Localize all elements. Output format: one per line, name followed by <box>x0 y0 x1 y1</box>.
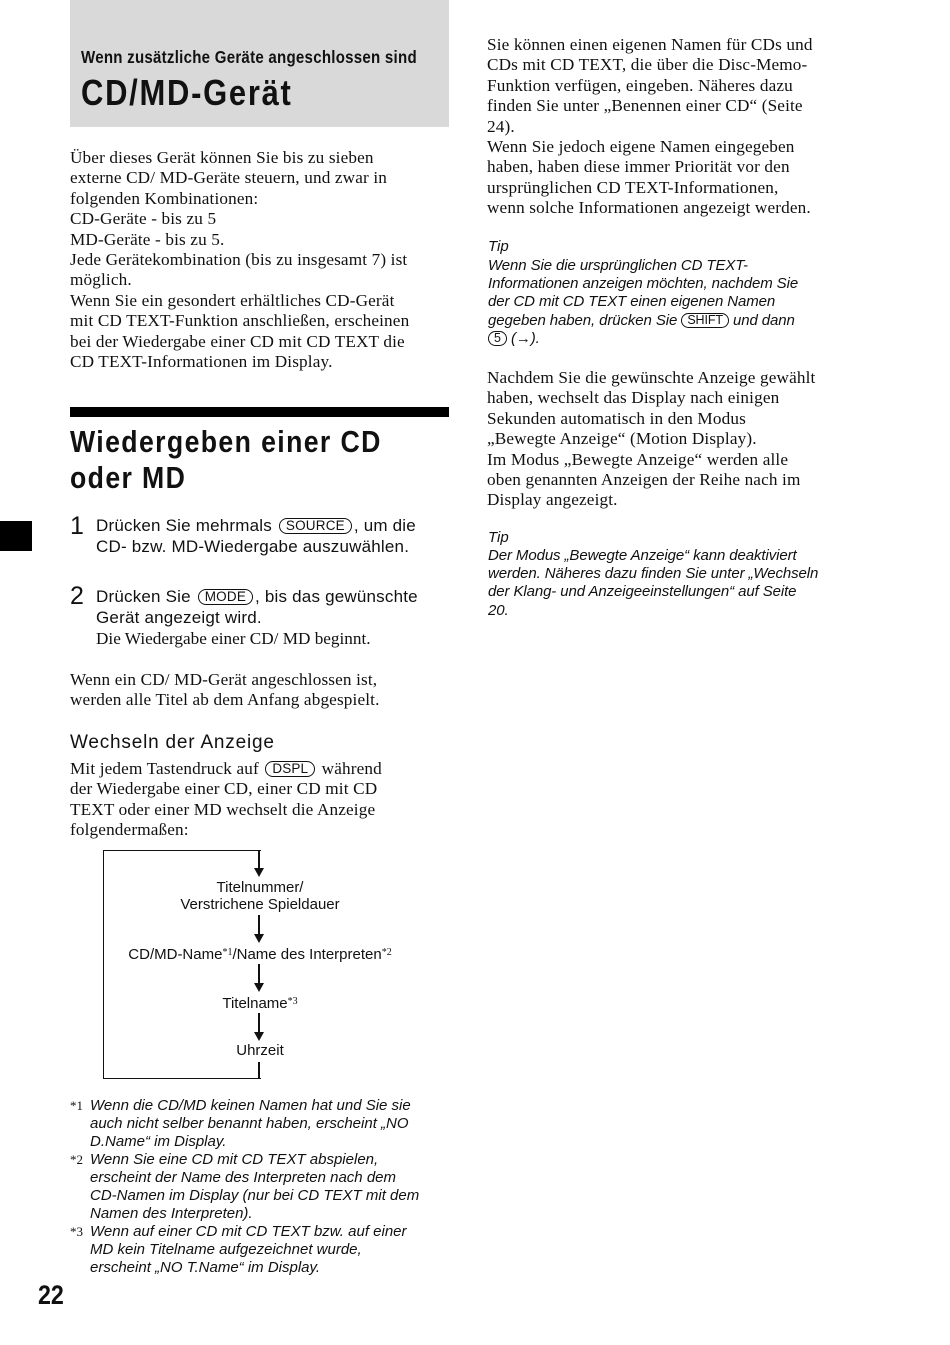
footnote-line: erscheint „NO T.Name“ im Display. <box>90 1259 321 1276</box>
step-note: Die Wiedergabe einer CD/ MD beginnt. <box>96 629 371 648</box>
tip-label: Tip <box>488 238 509 255</box>
footnote-line: Namen des Interpreten). <box>90 1205 253 1222</box>
flow-item-disc-artist <box>110 944 410 963</box>
side-tab-marker <box>0 521 32 551</box>
paragraph-line: ursprünglichen CD TEXT-Informationen, <box>487 177 779 197</box>
intro-line: Wenn Sie ein gesondert erhältliches CD-Gerät <box>70 290 395 310</box>
intro-line: bei der Wiedergabe einer CD mit CD TEXT die <box>70 331 405 351</box>
flow-item-part: /Name des Interpreten <box>232 946 382 963</box>
tip-line: Der Modus „Bewegte Anzeige“ kann deaktiviert <box>488 547 797 564</box>
footnote-line: Wenn Sie eine CD mit CD TEXT abspielen, <box>90 1151 379 1168</box>
footnote-line: CD-Namen im Display (nur bei CD TEXT mit dem <box>90 1187 420 1204</box>
step-text-line: Gerät angezeigt wird. <box>96 607 262 627</box>
step-text-part: , um die <box>353 516 416 535</box>
tip-label: Tip <box>488 529 509 546</box>
paragraph-line: Wenn Sie jedoch eigene Namen eingegeben <box>487 137 795 157</box>
paragraph-line: „Bewegte Anzeige“ (Motion Display). <box>487 429 757 449</box>
intro-line: Über dieses Gerät können Sie bis zu sieben <box>70 148 374 167</box>
tip-line: der Klang- und Anzeigeeinstellungen“ auf Seite <box>488 583 797 601</box>
footnote-mark: *2 <box>70 1152 83 1167</box>
display-line: der Wiedergabe einer CD, einer CD mit CD <box>70 779 378 799</box>
flow-item-track-name <box>160 993 360 1012</box>
section-title-line: Wiedergeben einer CD <box>70 424 382 459</box>
arrow-down-icon <box>254 1013 264 1041</box>
display-paragraph <box>70 759 455 841</box>
display-line: folgendermaßen: <box>70 820 189 840</box>
display-text-part: während <box>321 759 382 778</box>
tip-line: Informationen anzeigen möchten, nachdem Sie <box>488 275 799 293</box>
arrow-down-icon <box>254 850 264 877</box>
mode-key: MODE <box>198 589 253 605</box>
tip-line: Wenn Sie die ursprünglichen CD TEXT- <box>488 257 748 274</box>
footnote-line: Wenn auf einer CD mit CD TEXT bzw. auf einer <box>90 1223 407 1240</box>
intro-line: externe CD/ MD-Geräte steuern, und zwar in <box>70 168 387 188</box>
step-text-part: Drücken Sie <box>96 587 191 606</box>
flow-item-clock: Uhrzeit <box>236 1042 284 1059</box>
intro-line: CD-Geräte - bis zu 5 <box>70 209 217 229</box>
cd-note-paragraph <box>70 670 455 711</box>
dspl-key: DSPL <box>265 761 315 777</box>
footnote-line: MD kein Titelname aufgezeichnet wurde, <box>90 1241 362 1258</box>
paragraph-line: Nachdem Sie die gewünschte Anzeige gewählt <box>487 368 816 387</box>
cd-note-line: Wenn ein CD/ MD-Gerät angeschlossen ist, <box>70 670 378 689</box>
footnote-line: auch nicht selber benannt haben, erscheint „NO <box>90 1115 409 1132</box>
flow-item-part: Titelname <box>222 995 288 1012</box>
page-title: CD/MD-Gerät <box>81 72 293 113</box>
paragraph-line: oben genannten Anzeigen der Reihe nach im <box>487 470 801 490</box>
footnotes <box>70 1097 460 1277</box>
step-number: 1 <box>70 512 84 540</box>
footnote <box>70 1151 460 1223</box>
intro-line: MD-Geräte - bis zu 5. <box>70 229 225 249</box>
paragraph-line: wenn solche Informationen angezeigt werden. <box>487 198 811 218</box>
step-number: 2 <box>70 582 84 610</box>
motion-display-paragraph <box>487 368 882 511</box>
tip-text <box>488 257 868 348</box>
paragraph-line: Sie können einen eigenen Namen für CDs und <box>487 35 813 54</box>
intro-line: Jede Gerätekombination (bis zu insgesamt 7) ist <box>70 250 408 270</box>
footnote-line: Wenn die CD/MD keinen Namen hat und Sie sie <box>90 1097 411 1114</box>
footnote-mark: *1 <box>70 1098 83 1113</box>
source-key: SOURCE <box>279 518 352 534</box>
step-text-part: Drücken Sie mehrmals <box>96 516 272 535</box>
tip-text-part: und dann <box>733 311 795 329</box>
paragraph-line: Display angezeigt. <box>487 490 618 510</box>
paragraph-line: finden Sie unter „Benennen einer CD“ (Seite <box>487 96 803 116</box>
page-number: 22 <box>38 1280 64 1310</box>
section-title-line: oder MD <box>70 459 187 495</box>
footnote-mark: *3 <box>70 1224 83 1239</box>
step-text <box>96 516 466 557</box>
subheading: Wechseln der Anzeige <box>70 732 275 753</box>
intro-paragraph <box>70 148 455 372</box>
footnote-ref: *3 <box>287 996 298 1007</box>
intro-line: möglich. <box>70 270 132 290</box>
intro-line: mit CD TEXT-Funktion anschließen, erscheinen <box>70 311 410 331</box>
footnote-line: D.Name“ im Display. <box>90 1133 227 1150</box>
footnote <box>70 1223 460 1277</box>
cd-note-line: werden alle Titel ab dem Anfang abgespielt. <box>70 690 380 710</box>
flow-item-line: Titelnummer/ <box>216 879 304 896</box>
arrow-down-icon <box>254 964 264 992</box>
paragraph-line: Funktion verfügen, eingeben. Näheres dazu <box>487 75 793 95</box>
tip-text <box>488 547 868 620</box>
tip-line: werden. Näheres dazu finden Sie unter „Wechseln <box>488 565 819 583</box>
footnote-line: erscheint der Name des Interpreten nach dem <box>90 1169 396 1186</box>
shift-key: SHIFT <box>681 313 729 328</box>
tip-line: der CD mit CD TEXT einen eigenen Namen <box>488 293 776 311</box>
step-text-line: CD- bzw. MD-Wiedergabe auszuwählen. <box>96 536 410 556</box>
flow-item-line: Verstrichene Spieldauer <box>180 896 340 913</box>
tip-text-part: (→). <box>510 329 540 347</box>
paragraph-line: 24). <box>487 116 515 136</box>
paragraph-line: Im Modus „Bewegte Anzeige“ werden alle <box>487 449 789 469</box>
section-title <box>70 424 448 495</box>
paragraph-line: haben, wechselt das Display nach einigen <box>487 388 780 408</box>
display-text-part: Mit jedem Tastendruck auf <box>70 759 259 778</box>
tip-line: 20. <box>488 601 509 619</box>
footnote-ref: *1 <box>222 947 233 958</box>
flow-return-line <box>258 1062 260 1078</box>
step-text-part: , bis das gewünschte <box>255 587 418 606</box>
tip-text-part: gegeben haben, drücken Sie <box>488 311 678 329</box>
header-subtitle: Wenn zusätzliche Geräte angeschlossen sind <box>81 47 417 67</box>
flow-item-track-time <box>170 879 350 913</box>
paragraph-line: haben, haben diese immer Priorität vor den <box>487 157 790 177</box>
step-text <box>96 587 466 628</box>
display-line: TEXT oder einer MD wechselt die Anzeige <box>70 799 376 819</box>
custom-name-paragraph <box>487 35 877 219</box>
flow-item-part: CD/MD-Name <box>128 946 223 963</box>
paragraph-line: Sekunden automatisch in den Modus <box>487 408 746 428</box>
footnote-ref: *2 <box>381 947 392 958</box>
section-rule <box>70 407 449 417</box>
paragraph-line: CDs mit CD TEXT, die über die Disc-Memo- <box>487 55 808 75</box>
arrow-down-icon <box>254 915 264 943</box>
intro-line: folgenden Kombinationen: <box>70 188 259 208</box>
number-5-key: 5 <box>488 331 507 346</box>
intro-line: CD TEXT-Informationen im Display. <box>70 352 333 372</box>
footnote <box>70 1097 460 1151</box>
